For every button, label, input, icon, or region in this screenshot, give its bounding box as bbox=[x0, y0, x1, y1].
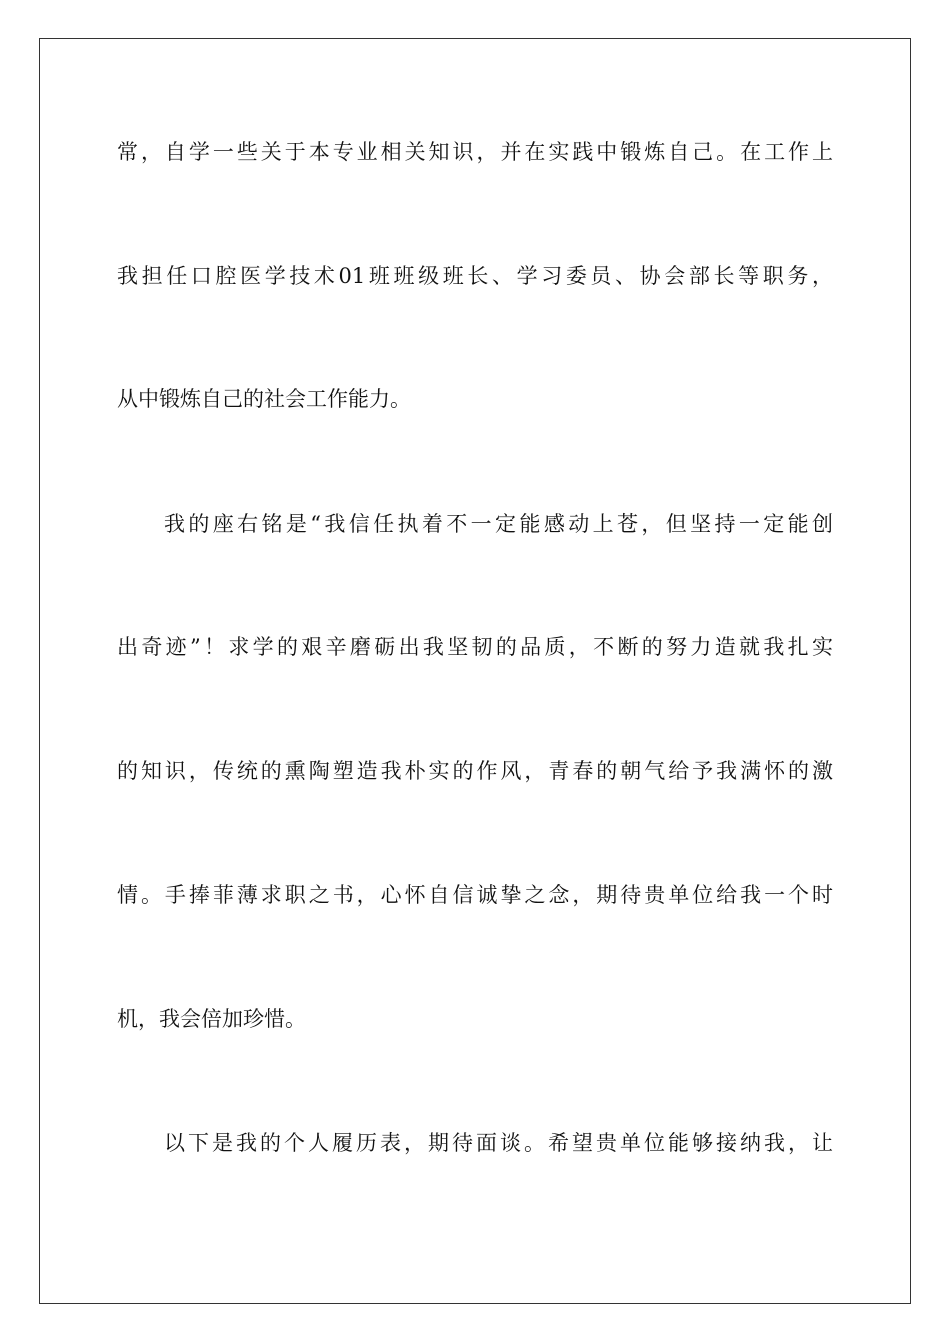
text-line: 情。手捧菲薄求职之书，心怀自信诚挚之念，期待贵单位给我一个时 bbox=[117, 883, 833, 907]
page-frame bbox=[39, 38, 911, 1304]
text-line: 出奇迹”！求学的艰辛磨砺出我坚韧的品质，不断的努力造就我扎实 bbox=[117, 635, 833, 659]
paragraph-start-line: 以下是我的个人履历表，期待面谈。希望贵单位能够接纳我，让 bbox=[164, 1131, 833, 1155]
text-line: 我担任口腔医学技术01班班级班长、学习委员、协会部长等职务， bbox=[117, 264, 833, 288]
text-line: 从中锻炼自己的社会工作能力。 bbox=[117, 387, 411, 411]
paragraph-start-line: 我的座右铭是“我信任执着不一定能感动上苍，但坚持一定能创 bbox=[164, 512, 833, 536]
text-line: 常，自学一些关于本专业相关知识，并在实践中锻炼自己。在工作上 bbox=[117, 140, 833, 164]
text-line: 的知识，传统的熏陶塑造我朴实的作风，青春的朝气给予我满怀的激 bbox=[117, 759, 833, 783]
text-line: 机，我会倍加珍惜。 bbox=[117, 1007, 306, 1031]
